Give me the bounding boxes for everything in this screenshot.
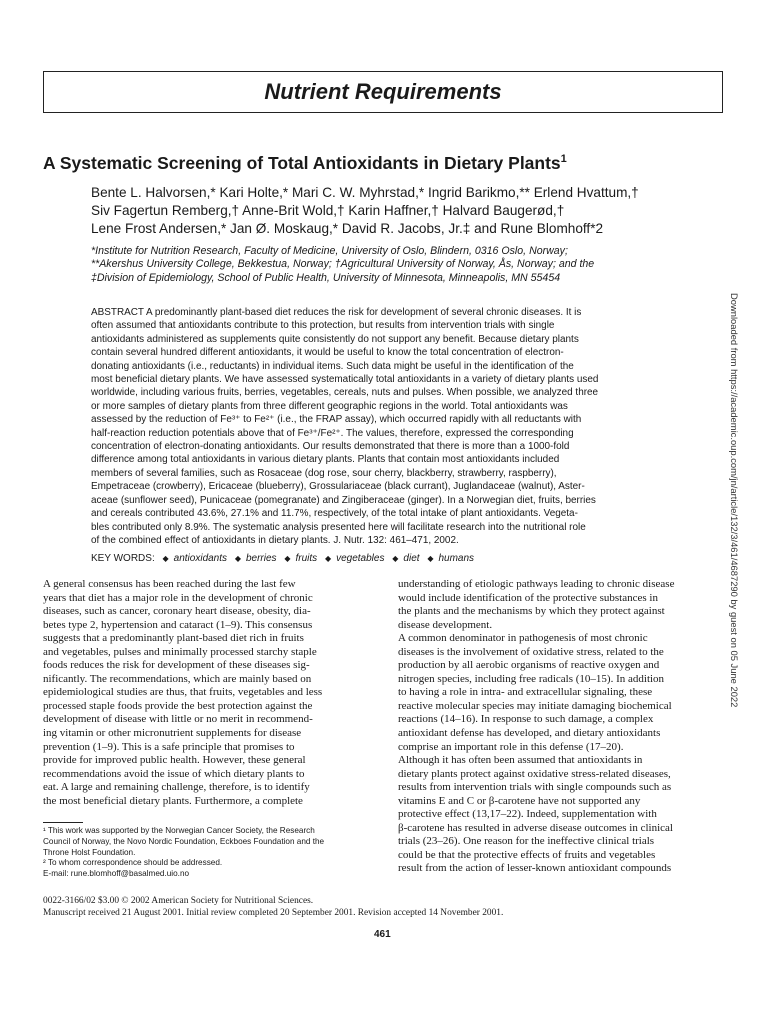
title-footnote-marker: 1 (560, 153, 567, 166)
keywords-label: KEY WORDS: (91, 553, 155, 564)
abstract-line: and cereals contributed 43.6%, 27.1% and 11.7%, respectively, of the total intake of plant antioxidants. Vegeta- (91, 508, 578, 520)
abstract-line: aceae (sunflower seed), Punicaceae (pomegranate) and Zingiberaceae (ginger). In a Norwegian diet, fruits, berries (91, 494, 596, 506)
body-text-line: results from intervention trials with single compounds such as (398, 781, 672, 794)
body-column-right (398, 578, 724, 876)
manuscript-history: Manuscript received 21 August 2001. Initial review completed 20 September 2001. Revision accepted 14 November 2001. (43, 907, 504, 918)
body-text-line: epidemiological studies are thus, that fruits, vegetables and less (43, 686, 323, 699)
author-line: Siv Fagertun Remberg,† Anne-Brit Wold,† Karin Haffner,† Halvard Baugerød,† (91, 203, 565, 218)
body-text-line: recommendations avoid the issue of which dietary plants to (43, 767, 305, 780)
body-text-line: diseases, such as cancer, coronary heart disease, obesity, dia- (43, 605, 311, 618)
body-text-line: disease development. (398, 618, 493, 631)
body-text-line: Although it has often been assumed that antioxidants in (398, 754, 643, 767)
section-header: Nutrient Requirements (264, 79, 502, 104)
abstract-line: or more samples of dietary plants from three different geographic regions in the world. Total antioxidants was (91, 400, 568, 412)
keyword: humans (438, 553, 475, 564)
body-text-line: reactive molecular species may initiate damaging biochemical (398, 699, 672, 712)
body-text-line: eat. A large and remaining challenge, therefore, is to identify (43, 781, 310, 794)
bullet-icon: ◆ (234, 554, 241, 563)
body-text-line: prevention (1–9). This is a safe principle that promises to (43, 740, 295, 753)
body-text-line: nificantly. The recommendations, which are mainly based on (43, 672, 312, 685)
article-title: A Systematic Screening of Total Antioxidants in Dietary Plants (43, 153, 561, 173)
footnote-line: E-mail: rune.blomhoff@basalmed.uio.no (43, 869, 190, 879)
body-text-line: to having a role in intra- and extracellular signaling, these (398, 686, 653, 699)
affiliation-line: **Akershus University College, Bekkestua, Norway; †Agricultural University of Norway, Ås, Norway; and the (91, 258, 595, 271)
body-text-line: A general consensus has been reached during the last few (43, 578, 296, 590)
bullet-icon: ◆ (284, 554, 291, 563)
footnote-line: Council of Norway, the Novo Nordic Foundation, Eckboes Foundation and the (43, 836, 325, 846)
keywords-line (91, 553, 711, 564)
body-text-line: suggests that a predominantly plant-based diet rich in fruits (43, 632, 304, 645)
body-text-line: understanding of etiologic pathways leading to chronic disease (398, 578, 675, 590)
author-line: Lene Frost Andersen,* Jan Ø. Moskaug,* David R. Jacobs, Jr.‡ and Rune Blomhoff*2 (91, 221, 604, 236)
keyword: fruits (295, 553, 318, 564)
abstract-line: half-reaction reduction potentials above that of Fe³⁺/Fe²⁺. The values, therefore, expressed the corresponding (91, 427, 574, 439)
body-text-line: result from the action of lesser-known antioxidant compounds (398, 862, 672, 875)
body-text-line: β-carotene has resulted in adverse disease outcomes in clinical (398, 821, 673, 834)
abstract-line: assessed by the reduction of Fe³⁺ to Fe²⁺ (i.e., the FRAP assay), which occurred rapidly with all reductants with (91, 414, 582, 426)
abstract-line: donating antioxidants (i.e., reductants) in individual items. Such data might be useful in the identification of the (91, 360, 574, 372)
body-text-line: protective effect (13,17–22). Indeed, supplementation with (398, 808, 657, 821)
body-text-line: vitamins E and C or β-carotene have not supported any (398, 794, 641, 807)
body-text-line: the most beneficial dietary plants. Furthermore, a complete (43, 794, 303, 807)
abstract-line: bles contributed only 8.9%. The systematic analysis presented here will facilitate research into the nutritional role (91, 521, 586, 533)
body-text-line: dietary plants protect against oxidative stress-related diseases, (398, 767, 671, 780)
keyword: berries (245, 553, 277, 564)
affiliation-line: ‡Division of Epidemiology, School of Public Health, University of Minnesota, Minneapolis, MN 55454 (91, 271, 561, 284)
body-text-line: comprise an important role in this defense (17–20). (398, 740, 624, 753)
bullet-icon: ◆ (392, 554, 399, 563)
body-text-line: diseases is the involvement of oxidative stress, related to the (398, 645, 664, 658)
affiliation-line: *Institute for Nutrition Research, Faculty of Medicine, University of Oslo, Blindern, 0316 Oslo, Norway; (91, 245, 568, 257)
footnote-line: ¹ This work was supported by the Norwegian Cancer Society, the Research (43, 826, 315, 835)
abstract-line: ABSTRACT A predominantly plant-based diet reduces the risk for development of several chronic diseases. It is (91, 307, 582, 318)
abstract-line: of the combined effect of antioxidants in dietary plants. J. Nutr. 132: 461–471, 2002. (91, 534, 459, 546)
body-text-line: A common denominator in pathogenesis of most chronic (398, 632, 648, 645)
abstract-line: antioxidants administered as supplements quite consistently do not support any benefit. Because dietary plants (91, 333, 579, 345)
page-number: 461 (374, 929, 391, 940)
bullet-icon: ◆ (427, 554, 434, 563)
body-text-line: betes type 2, hypertension and cataract (1–9). This consensus (43, 618, 313, 631)
body-text-line: could be that the protective effects of fruits and vegetables (398, 848, 656, 861)
footnote-line: Throne Holst Foundation. (43, 847, 136, 857)
copyright-line: 0022-3166/02 $3.00 © 2002 American Society for Nutritional Sciences. (43, 896, 314, 906)
footnotes (43, 826, 373, 880)
section-header-box (43, 71, 723, 113)
abstract-line: members of several families, such as Rosaceae (dog rose, sour cherry, blackberry, strawberry, raspberry), (91, 467, 557, 479)
body-text-line: the plants and the mechanisms by which they protect against (398, 605, 665, 618)
article-title-block (43, 153, 733, 174)
abstract (91, 306, 691, 547)
footnote-rule (43, 822, 83, 823)
keyword: diet (403, 553, 420, 564)
download-watermark[interactable]: Downloaded from https://academic.oup.com/jn/article/132/3/461/4687290 by guest on 05 June 2022 (729, 293, 740, 708)
body-text-line: nitrogen species, including free radicals (10–15). In addition (398, 672, 665, 685)
body-text-line: and vegetables, pulses and minimally processed starchy staple (43, 645, 317, 658)
body-text-line: processed staple foods provide the best protection against the (43, 699, 313, 712)
abstract-line: concentration of electron-donating antioxidants. Our results demonstrated that there is more than a 1000-fold (91, 441, 570, 453)
body-text-line: years that diet has a major role in the development of chronic (43, 591, 313, 604)
abstract-line: difference among total antioxidants in various dietary plants. Plants that contain most antioxidants included (91, 454, 560, 466)
body-column-left (43, 578, 369, 808)
body-text-line: provide for improved public health. However, these general (43, 754, 306, 767)
body-text-line: foods reduces the risk for development of these diseases sig- (43, 659, 310, 672)
abstract-line: most beneficial dietary plants. We have assessed systematically total antioxidants in a variety of dietary plants used (91, 374, 599, 386)
bullet-icon: ◆ (162, 554, 169, 563)
keyword: antioxidants (173, 553, 228, 564)
abstract-line: worldwide, including various fruits, berries, vegetables, cereals, nuts and pulses. When possible, we analyzed three (91, 387, 599, 399)
abstract-line: contain several hundred different antioxidants, it would be useful to know the total concentration of electron- (91, 347, 564, 359)
author-line: Bente L. Halvorsen,* Kari Holte,* Mari C. W. Myhrstad,* Ingrid Barikmo,** Erlend Hvattum,† (91, 185, 639, 200)
abstract-line: often assumed that antioxidants contribute to this protection, but results from intervention trials with single (91, 320, 555, 332)
body-text-line: ing vitamin or other micronutrient supplements for disease (43, 727, 302, 740)
body-text-line: reactions (14–16). In response to such damage, a complex (398, 713, 654, 726)
affiliations (91, 245, 731, 285)
publication-info (43, 896, 643, 919)
body-text-line: would include identification of the protective substances in (398, 591, 658, 604)
footnote-line: ² To whom correspondence should be addressed. (43, 858, 223, 868)
author-list (91, 184, 731, 238)
keyword: vegetables (336, 553, 385, 564)
abstract-line: Empetraceae (crowberry), Ericaceae (blueberry), Grossulariaceae (black currant), Juglandaceae (walnut), Aster- (91, 481, 585, 493)
bullet-icon: ◆ (324, 554, 332, 563)
body-text-line: development of disease with little or no merit in recommend- (43, 713, 313, 726)
body-text-line: production by all aerobic organisms of reactive oxygen and (398, 659, 660, 672)
body-text-line: trials (23–26). One reason for the ineffective clinical trials (398, 835, 655, 848)
body-text-line: antioxidant defense has developed, and dietary antioxidants (398, 727, 661, 740)
